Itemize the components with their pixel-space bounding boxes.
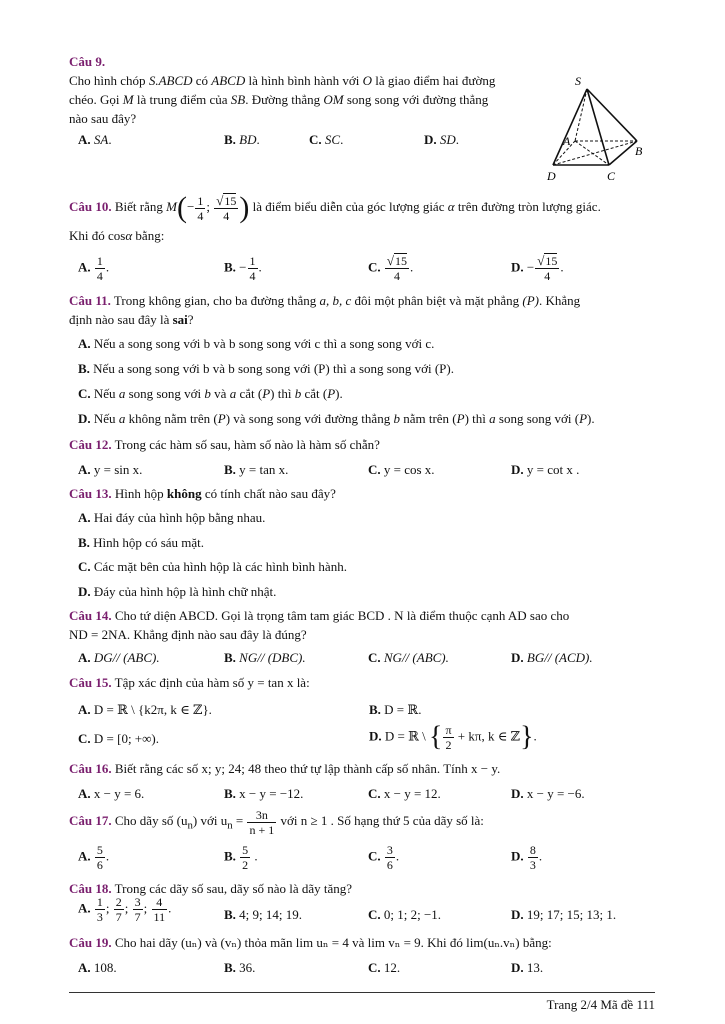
- option-d[interactable]: D. Nếu a không nằm trên (P) và song song với đường thẳng b nằm trên (P) thì a song song với (P).: [78, 411, 595, 426]
- option-c[interactable]: C. 12.: [368, 960, 401, 975]
- option-b[interactable]: B. NG// (DBC).: [224, 650, 306, 665]
- options-row: [69, 784, 655, 804]
- options-row: [69, 648, 655, 668]
- option-a[interactable]: A. SA.: [78, 132, 112, 147]
- option-d[interactable]: D. D = ℝ \ { $\frac{\pi}{2}$ + kπ, k ∈ ℤ}.: [369, 721, 537, 753]
- option-d[interactable]: D. $\frac{8}{3}$ .: [511, 843, 543, 872]
- question-text: Câu 17. Cho dãy số $(u_n)$ với $u_n$ = $\frac{3n}{n + 1}$ với n ≥ 1 . Số hạng thứ 5 của dãy số là:: [69, 807, 484, 837]
- page-footer: Trang 2/4 Mã đề 111: [546, 997, 655, 1012]
- footer-divider: [69, 992, 655, 993]
- question-text: Câu 10. Biết rằng M(− $\frac{1}{4}$ ; $\frac{√15}{4}$ ) là điểm biểu diễn của góc lượng giác α trên đường tròn lượng giác.: [69, 191, 601, 225]
- options-row: [69, 130, 545, 150]
- option-c[interactable]: C. D = [0; +∞).: [78, 731, 159, 746]
- option-c[interactable]: C. Nếu a song song với b và a cắt (P) thì b cắt (P).: [78, 386, 343, 401]
- option-d[interactable]: D. x − y = −6.: [511, 786, 585, 801]
- option-a[interactable]: A. $\frac{1}{3}$ ; $\frac{2}{7}$ ; $\frac{3}{7}$ ; $\frac{4}{11}$ .: [78, 895, 172, 924]
- option-c[interactable]: C. NG// (ABC).: [368, 650, 449, 665]
- question-text: Câu 16. Biết rằng các số x; y; 24; 48 theo thứ tự lập thành cấp số nhân. Tính x − y.: [69, 761, 501, 776]
- option-d[interactable]: D. SD.: [424, 132, 460, 147]
- option-c[interactable]: C. x − y = 12.: [368, 786, 441, 801]
- option-d[interactable]: D. 13.: [511, 960, 544, 975]
- options-row-2: [69, 723, 655, 757]
- option-d[interactable]: D. − $\frac{√15}{4}$ .: [511, 253, 564, 283]
- option-c[interactable]: C. Các mặt bên của hình hộp là các hình bình hành.: [78, 559, 347, 574]
- question-text: Cho hình chóp S.ABCD có ABCD là hình bình hành với O là giao điểm hai đường chéo. Gọi M là trung điểm của SB. Đường thẳng OM song song với đường thẳng nào sau đây?: [69, 73, 496, 126]
- option-a[interactable]: A. DG// (ABC).: [78, 650, 160, 665]
- options-row-1: [69, 700, 655, 720]
- question-text: Câu 19. Cho hai dãy (uₙ) và (vₙ) thỏa mãn lim uₙ = 4 và lim vₙ = 9. Khi đó lim(uₙ.vₙ) bằng:: [69, 935, 552, 950]
- option-d[interactable]: D. 19; 17; 15; 13; 1.: [511, 907, 617, 922]
- option-d[interactable]: D. y = cot x .: [511, 462, 580, 477]
- question-label: Câu 9.: [69, 54, 106, 69]
- question-text: Câu 18. Trong các dãy số sau, dãy số nào là dãy tăng?: [69, 881, 353, 896]
- options-row: [69, 958, 655, 978]
- option-c[interactable]: C. 0; 1; 2; −1.: [368, 907, 442, 922]
- question-text: Câu 14. Cho tứ diện ABCD. Gọi là trọng tâm tam giác BCD . N là điểm thuộc cạnh AD sao cho ND = 2NA. Khẳng định nào sau đây là đúng?: [69, 608, 570, 642]
- option-a[interactable]: A. 108.: [78, 960, 117, 975]
- option-b[interactable]: B. BD.: [224, 132, 260, 147]
- question-14: [69, 606, 655, 665]
- option-b[interactable]: B. y = tan x.: [224, 462, 289, 477]
- option-a[interactable]: A. $\frac{1}{4}$ .: [78, 254, 110, 283]
- label-s: S: [575, 74, 581, 88]
- question-9: [69, 52, 545, 147]
- option-c[interactable]: C. y = cos x.: [368, 462, 435, 477]
- option-b[interactable]: B. D = ℝ.: [369, 702, 422, 717]
- question-17: [69, 803, 655, 872]
- option-a[interactable]: A. $\frac{5}{6}$ .: [78, 843, 110, 872]
- question-text: Câu 12. Trong các hàm số sau, hàm số nào là hàm số chẵn?: [69, 437, 380, 452]
- option-b[interactable]: B. $\frac{5}{2}$ .: [224, 843, 258, 872]
- question-18: [69, 879, 655, 924]
- options-row: [69, 895, 655, 931]
- option-b[interactable]: B. Nếu a song song với b và b song song với (P) thì a song song với (P).: [78, 361, 454, 376]
- question-19: [69, 933, 655, 975]
- options-row: [69, 460, 655, 480]
- label-c: C: [607, 169, 616, 183]
- option-c[interactable]: C. $\frac{3}{6}$ .: [368, 843, 400, 872]
- option-b[interactable]: B. 4; 9; 14; 19.: [224, 907, 303, 922]
- question-10: Câu 10. Biết rằng M(− $\frac{1}{4}$ ; $\frac{√15}{4}$ ) là điểm biểu diễn của góc lượng giác α trên đường tròn lượng giác. Khi đó cosα bằng: A. $\frac{1}{4}$ . B. − $\frac{1}{4}$ . C. $\frac{√15}{4}$ . D. − $\frac{√15}{4}$ .: [69, 188, 655, 245]
- option-a[interactable]: A. D = ℝ \ {k2π, k ∈ ℤ}.: [78, 702, 212, 717]
- option-a[interactable]: A. x − y = 6.: [78, 786, 145, 801]
- option-b[interactable]: B. − $\frac{1}{4}$ .: [224, 254, 262, 283]
- question-11: [69, 291, 655, 426]
- question-16: [69, 759, 655, 801]
- pyramid-figure: [541, 72, 661, 187]
- question-text: Câu 15. Tập xác định của hàm số y = tan x là:: [69, 675, 310, 690]
- label-a: A: [563, 134, 571, 148]
- options-row: [69, 254, 655, 288]
- label-d: D: [547, 169, 556, 183]
- options-row: [69, 843, 655, 879]
- option-a[interactable]: A. Hai đáy của hình hộp bằng nhau.: [78, 510, 266, 525]
- question-13: [69, 484, 655, 599]
- option-b[interactable]: B. x − y = −12.: [224, 786, 304, 801]
- question-12: [69, 435, 655, 477]
- option-d[interactable]: D. Đáy của hình hộp là hình chữ nhật.: [78, 584, 277, 599]
- option-c[interactable]: C. SC.: [309, 132, 344, 147]
- question-15: [69, 673, 655, 753]
- option-a[interactable]: A. y = sin x.: [78, 462, 143, 477]
- label-b: B: [635, 144, 643, 158]
- option-b[interactable]: B. Hình hộp có sáu mặt.: [78, 535, 205, 550]
- option-d[interactable]: D. BG// (ACD).: [511, 650, 593, 665]
- option-c[interactable]: C. $\frac{√15}{4}$ .: [368, 253, 414, 283]
- question-text: Câu 13. Hình hộp không có tính chất nào sau đây?: [69, 486, 336, 501]
- option-a[interactable]: A. Nếu a song song với b và b song song với c thì a song song với c.: [78, 336, 435, 351]
- question-text: Câu 11. Trong không gian, cho ba đường thẳng a, b, c đôi một phân biệt và mặt phẳng (P). Khẳng định nào sau đây là sai?: [69, 293, 581, 327]
- option-b[interactable]: B. 36.: [224, 960, 256, 975]
